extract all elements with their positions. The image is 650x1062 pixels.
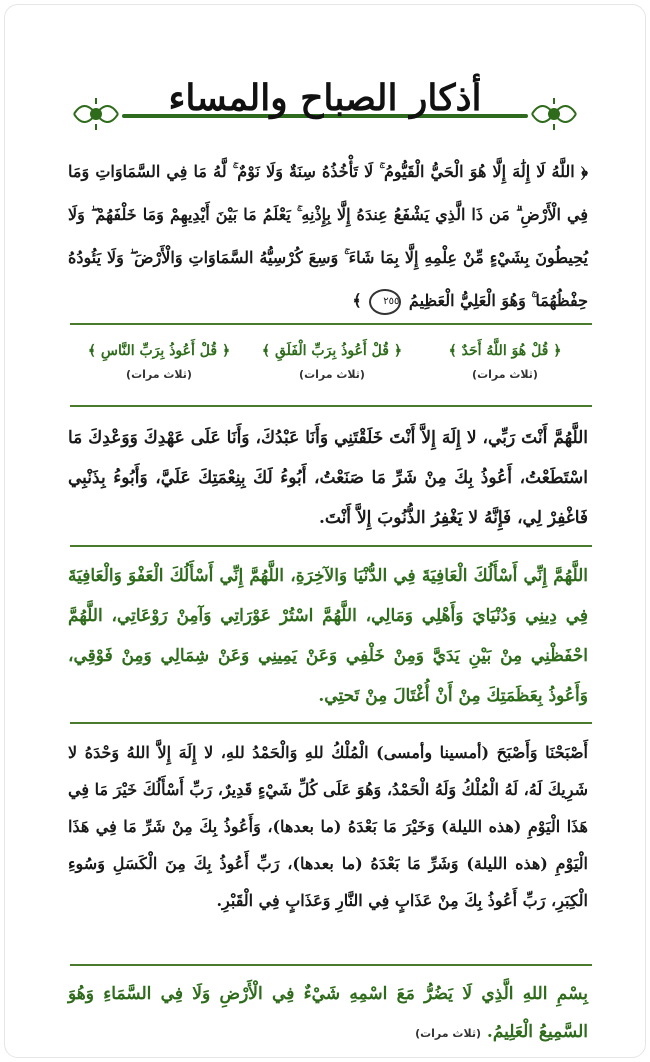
sayyid-istighfar-text: اللَّهُمَّ أَنْتَ رَبِّي، لا إِلَهَ إِلاَّ أَنْتَ خَلَقْتَنِي وَأَنَا عَبْدُكَ، وَأَنَا عَلَى عَهْدِكَ وَوَعْدِكَ مَا اسْتَطَعْتُ، أَعُوذُ بِكَ مِنْ شَرِّ مَا صَنَعْتُ، أَبُوءُ لَكَ بِنِعْمَتِكَ عَلَيَّ، وَأَبُوءُ بِذَنْبِي فَاغْفِرْ لِي، فَإِنَّهُ لا يَغْفِرُ الذُّنُوبَ إِلاَّ أَنْتَ.: [68, 428, 588, 528]
floral-ornament-left-icon: [70, 90, 122, 138]
separator: [70, 964, 592, 966]
ayat-kursi-text: ﴿ اللَّهُ لَا إِلَٰهَ إِلَّا هُوَ الْحَيُّ الْقَيُّومُ ۚ لَا تَأْخُذُهُ سِنَةٌ وَلَا نَوْمٌ ۚ لَّهُ مَا فِي السَّمَاوَاتِ وَمَا فِي الْأَرْضِ ۗ مَن ذَا الَّذِي يَشْفَعُ عِندَهُ إِلَّا بِإِذْنِهِ ۚ يَعْلَمُ مَا بَيْنَ أَيْدِيهِمْ وَمَا خَلْفَهُمْ ۖ وَلَا يُحِيطُونَ بِشَيْءٍ مِّنْ عِلْمِهِ إِلَّا بِمَا شَاءَ ۚ وَسِعَ كُرْسِيُّهُ السَّمَاوَاتِ وَالْأَرْضَ ۖ وَلَا يَئُودُهُ حِفْظُهُمَا ۚ وَهُوَ الْعَلِيُّ الْعَظِيمُ: [68, 162, 588, 310]
qul-nas-count: (ثلاث مرات): [126, 368, 192, 381]
afiyah-dua-text: اللَّهُمَّ إِنِّي أَسْأَلُكَ الْعَافِيَةَ فِي الدُّنْيَا وَالآخِرَةِ، اللَّهُمَّ إِنِّي أَسْأَلُكَ الْعَفْوَ وَالْعَافِيَةَ فِي دِينِي وَدُنْيَايَ وَأَهْلِي وَمَالِي، اللَّهُمَّ اسْتُرْ عَوْرَاتِي وَآمِنْ رَوْعَاتِي، اللَّهُمَّ احْفَظْنِي مِنْ بَيْنِ يَدَيَّ وَمِنْ خَلْفِي وَعَنْ يَمِينِي وَعَنْ شِمَالِي وَمِنْ فَوْقِي، وَأَعُوذُ بِعَظَمَتِكَ مِنْ أَنْ أُغْتَالَ مِنْ تَحتِي.: [68, 566, 588, 706]
qul-falaq-count: (ثلاث مرات): [299, 368, 365, 381]
floral-ornament-right-icon: [528, 90, 580, 138]
qul-falaq: [245, 336, 419, 384]
asbahna-dua: [68, 734, 588, 956]
qul-falaq-text: ﴿ قُلْ أَعُوذُ بِرَبِّ الْفَلَقِ ﴾: [261, 343, 403, 359]
qul-ikhlas-text: ﴿ قُلْ هُوَ اللَّهُ أَحَدٌ ﴾: [448, 343, 562, 359]
ayah-close-bracket: ﴾: [352, 291, 362, 310]
qul-nas: [72, 336, 246, 384]
bismillah-count: (ثلاث مرات): [415, 1027, 481, 1040]
qul-ikhlas-count: (ثلاث مرات): [472, 368, 538, 381]
separator: [70, 323, 592, 325]
separator: [70, 545, 592, 547]
afiyah-dua: [68, 556, 588, 716]
separator: [70, 405, 592, 407]
page-title: أذكار الصباح والمساء: [168, 77, 482, 119]
bismillah-dua-text: بِسْمِ اللهِ الَّذِي لَا يَضُرُّ مَعَ اسْمِهِ شَيْءٌ فِي الْأَرْضِ وَلَا فِي السَّمَاءِ وَهُوَ السَّمِيعُ الْعَلِيمُ.: [68, 984, 588, 1042]
bismillah-dua: [68, 975, 588, 1055]
asbahna-dua-text: أَصْبَحْنَا وَأَصْبَحَ (أمسينا وأمسى) الْمُلْكُ للهِ وَالْحَمْدُ للهِ، لا إِلَهَ إِلاَّ اللهُ وَحْدَهُ لا شَرِيكَ لَهُ، لَهُ الْمُلْكُ وَلَهُ الْحَمْدُ، وَهُوَ عَلَى كُلِّ شَيْءٍ قَدِيرٌ، رَبِّ أَسْأَلُكَ خَيْرَ مَا فِي هَذَا الْيَوْمِ (هذه الليلة) وَخَيْرَ مَا بَعْدَهُ (ما بعدها)، وَأَعُوذُ بِكَ مِنْ شَرِّ مَا فِي هَذَا الْيَوْمِ (هذه الليلة) وَشَرِّ مَا بَعْدَهُ (ما بعدها)، رَبِّ أَعُوذُ بِكَ مِنَ الْكَسَلِ وَسُوءِ الْكِبَرِ، رَبِّ أَعُوذُ بِكَ مِنْ عَذَابٍ فِي النَّارِ وَعَذَابٍ فِي الْقَبْرِ.: [68, 743, 588, 910]
ayah-number-badge: ٢٥٥: [369, 289, 401, 315]
sayyid-istighfar: [68, 418, 588, 538]
three-quls: [72, 336, 592, 396]
ayat-al-kursi: [68, 150, 588, 322]
qul-nas-text: ﴿ قُلْ أَعُوذُ بِرَبِّ النَّاسِ ﴾: [87, 343, 231, 359]
header: [70, 66, 580, 136]
qul-ikhlas: [418, 336, 592, 384]
separator: [70, 722, 592, 724]
